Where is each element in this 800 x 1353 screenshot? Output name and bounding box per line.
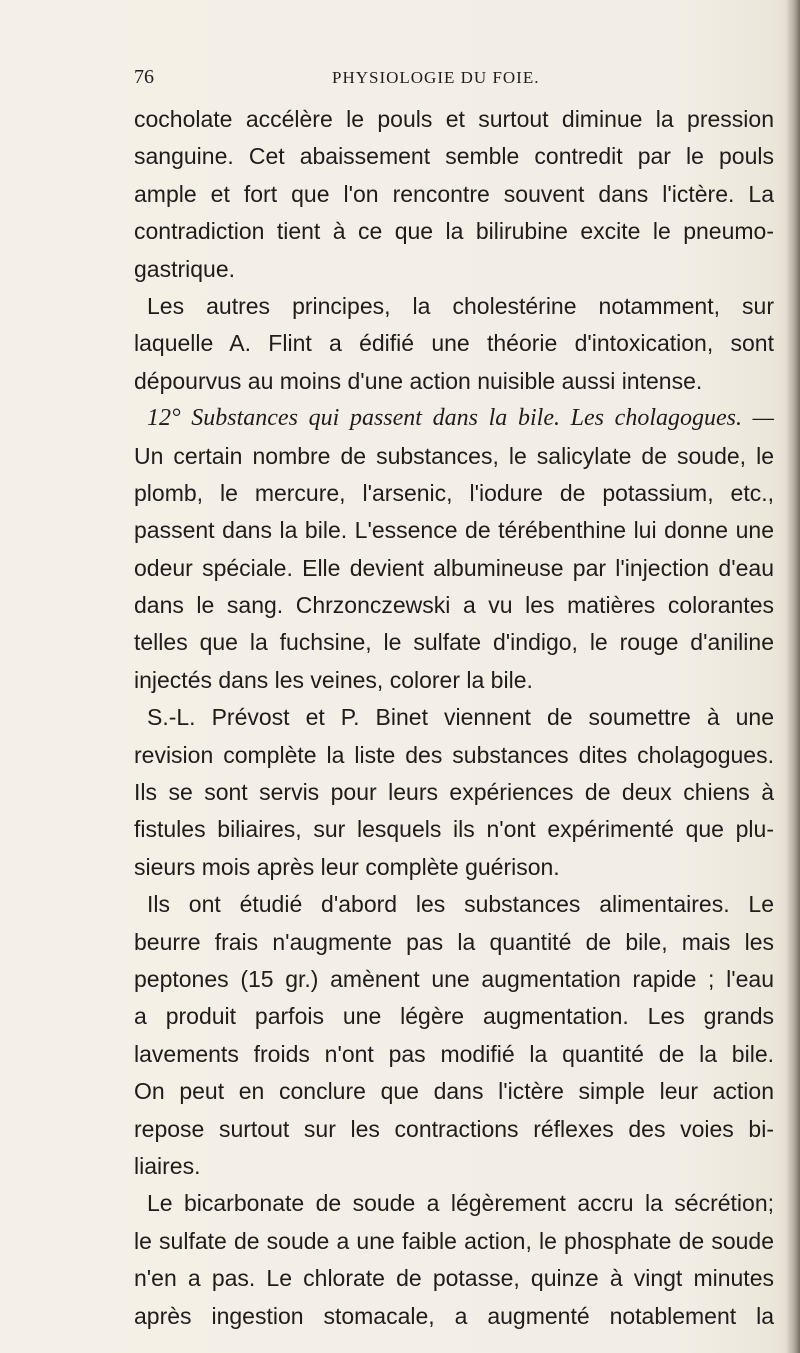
text-line: passent dans la bile. L'essence de térébenthine lui donne une	[134, 517, 774, 544]
text-line: Le bicarbonate de soude a légèrement accru la sécrétion;	[147, 1190, 774, 1217]
text-line: cocholate accélère le pouls et surtout diminue la pression	[134, 106, 774, 132]
text-line: ample et fort que l'on rencontre souvent dans l'ictère. La	[134, 180, 774, 207]
running-title: PHYSIOLOGIE DU FOIE.	[332, 68, 540, 87]
text-line: odeur spéciale. Elle devient albumineuse par l'injection d'eau	[134, 554, 774, 581]
text-line: On peut en conclure que dans l'ictère simple leur action	[134, 1078, 774, 1105]
text-line: Les autres principes, la cholestérine notamment, sur	[147, 292, 774, 319]
text-line: S.-L. Prévost et P. Binet viennent de soumettre à une	[147, 704, 774, 731]
text-line: dans le sang. Chrzonczewski a vu les matières colorantes	[134, 592, 774, 619]
text-line: Un certain nombre de substances, le salicylate de soude, le	[134, 442, 774, 469]
text-line: laquelle A. Flint a édifié une théorie d'intoxication, sont	[134, 330, 774, 357]
text-line: liaires.	[134, 1152, 201, 1179]
text-line: beurre frais n'augmente pas la quantité de bile, mais les	[134, 928, 774, 955]
text-line: n'en a pas. Le chlorate de potasse, quinze à vingt minutes	[134, 1265, 774, 1292]
text-line: Ils se sont servis pour leurs expériences de deux chiens à	[134, 779, 774, 806]
text-line: contradiction tient à ce que la bilirubine excite le pneumo-	[134, 218, 774, 245]
text-line: après ingestion stomacale, a augmenté notablement la	[134, 1302, 774, 1329]
text-line: le sulfate de soude a une faible action, le phosphate de soude	[134, 1227, 774, 1254]
text-line: sieurs mois après leur complète guérison.	[134, 853, 560, 880]
text-line: plomb, le mercure, l'arsenic, l'iodure de potassium, etc.,	[134, 479, 774, 506]
page-edge-shadow	[786, 0, 800, 1353]
text-line: fistules biliaires, sur lesquels ils n'ont expérimenté que plu-	[134, 816, 774, 843]
text-line: a produit parfois une légère augmentation. Les grands	[134, 1003, 774, 1030]
text-line: telles que la fuchsine, le sulfate d'indigo, le rouge d'aniline	[134, 629, 774, 656]
text-line: gastrique.	[134, 255, 236, 282]
text-line: revision complète la liste des substances dites cholagogues.	[134, 741, 774, 768]
text-line: repose surtout sur les contractions réflexes des voies bi-	[134, 1115, 774, 1142]
text-line: injectés dans les veines, colorer la bile.	[134, 666, 533, 693]
section-heading: 12° Substances qui passent dans la bile. Les cholagogues. —	[147, 405, 774, 432]
text-line: peptones (15 gr.) amènent une augmentation rapide ; l'eau	[134, 965, 774, 992]
running-head	[134, 66, 774, 92]
text-line: sanguine. Cet abaissement semble contredit par le pouls	[134, 143, 774, 170]
body-text	[134, 101, 774, 1335]
text-line: dépourvus au moins d'une action nuisible aussi intense.	[134, 367, 703, 394]
page-number: 76	[134, 66, 154, 88]
text-line: lavements froids n'ont pas modifié la quantité de la bile.	[134, 1040, 774, 1067]
text-line: Ils ont étudié d'abord les substances alimentaires. Le	[147, 891, 774, 918]
